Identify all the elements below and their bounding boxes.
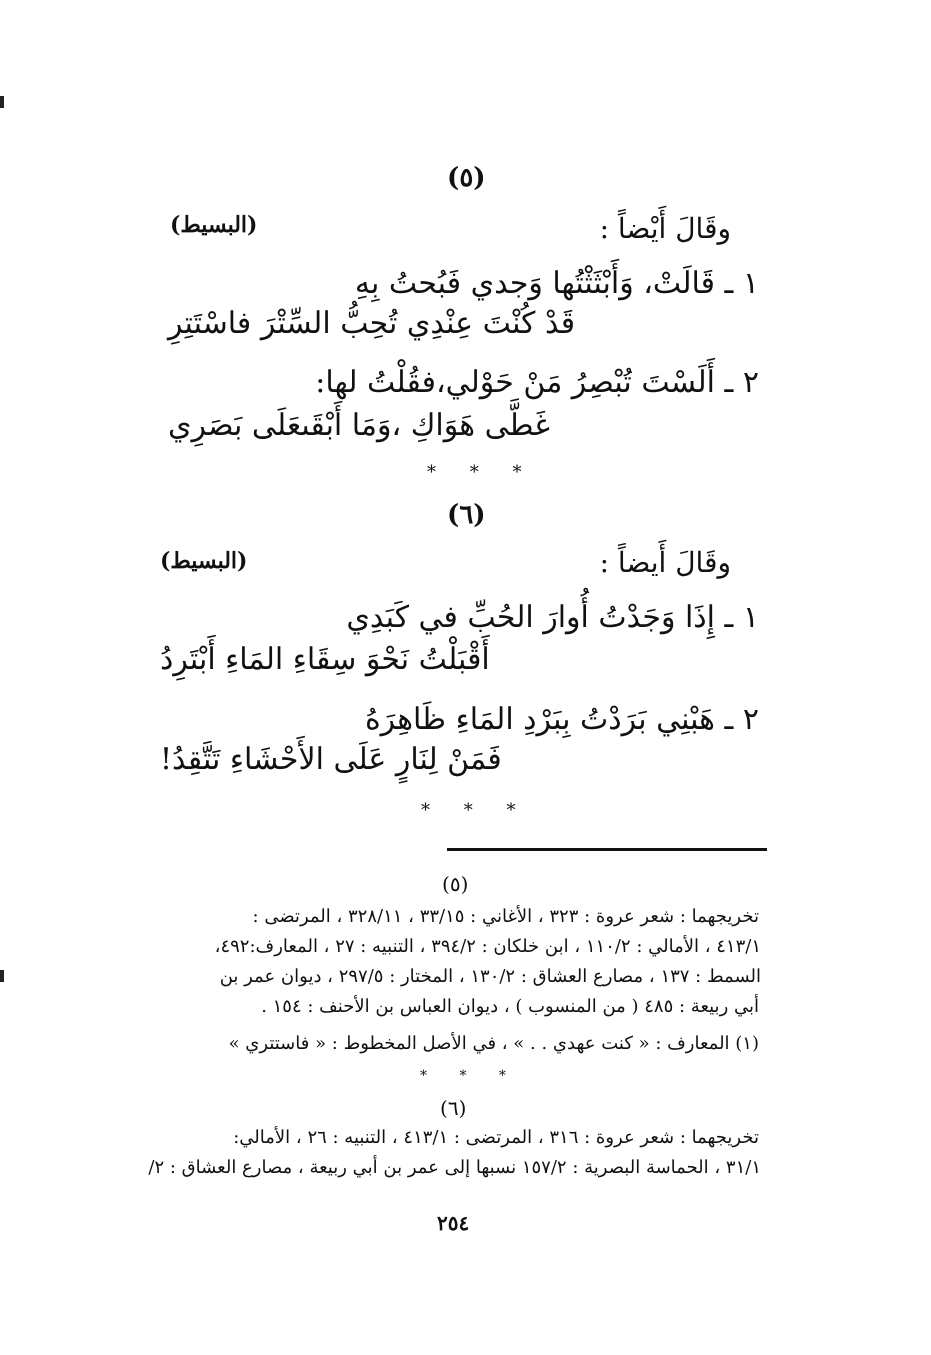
footnote-line: أبي ربيعة : ٤٨٥ ( من المنسوب ) ، ديوان العباس بن الأحنف : ١٥٤ . — [261, 996, 759, 1017]
verse-line: ٢ ـ هَبْنِي بَرَدْتُ بِبَرْدِ المَاءِ ظَاهِرَهُ — [364, 702, 759, 737]
verse-line: غَطَّى هَوَاكِ ،وَمَا أَبْقَىعَلَى بَصَرِي — [168, 408, 550, 443]
poem-number: (٦) — [447, 500, 486, 530]
verse-line: قَدْ كُنْتَ عِنْدِي تُحِبُّ السِّتْرَ فاسْتَتِرِ — [168, 306, 576, 341]
footnote-number: (٦) — [440, 1096, 467, 1120]
footnote-number: (٥) — [442, 872, 469, 896]
poem-number: (٥) — [447, 163, 486, 193]
footnote-line: تخريجهما : شعر عروة : ٣١٦ ، المرتضى : ٤١٣/١ ، التنبيه : ٢٦ ، الأمالي: — [233, 1127, 759, 1148]
footnote-line: ٤١٣/١ ، الأمالي : ١١٠/٢ ، ابن خلكان : ٣٩٤/٢ ، التنبيه : ٢٧ ، المعارف:٤٩٢، — [214, 936, 761, 957]
footnote-note: (١) المعارف : « كنت عهدي . . » ، في الأصل المخطوط : « فاستتري » — [228, 1033, 759, 1054]
footnote-line: السمط : ١٣٧ ، مصارع العشاق : ١٣٠/٢ ، المختار : ٢٩٧/٥ ، ديوان عمر بن — [219, 966, 761, 987]
verse-line: ١ ـ قَالَتْ، وَأَبْثَثْتُها وَجدي فَبُحتُ بِهِ — [354, 266, 759, 301]
footnote-separator — [447, 848, 767, 851]
verse-line: ١ ـ إِذَا وَجَدْتُ أُوارَ الحُبِّ في كَبَدِي — [346, 600, 759, 635]
verse-line: فَمَنْ لِنَارٍ عَلَى الأَحْشَاءِ تَتَّقِدُ! — [160, 742, 502, 777]
verse-line: أَقْبَلْتُ نَحْوَ سِقَاءِ المَاءِ أَبْتَرِدُ — [160, 642, 490, 677]
poem-meter: (البسيط) — [160, 548, 248, 574]
poem-intro: وقَالَ أَيضاً : — [599, 546, 731, 579]
verse-line: ٢ ـ أَلَسْتَ تُبْصِرُ مَنْ حَوْلي،فقُلْتُ لها: — [315, 365, 759, 400]
section-stars: * * * — [427, 462, 536, 483]
section-stars: * * * — [421, 800, 530, 821]
scan-mark — [0, 96, 4, 108]
page-number: ٢٥٤ — [437, 1211, 470, 1235]
scan-mark — [0, 970, 4, 982]
poem-intro: وقَالَ أَيْضاً : — [599, 212, 731, 245]
footnote-line: تخريجهما : شعر عروة : ٣٢٣ ، الأغاني : ٣٣/١٥ ، ٣٢٨/١١ ، المرتضى : — [252, 906, 759, 927]
footnote-stars: * * * — [420, 1068, 520, 1084]
footnote-line: ٣١/١ ، الحماسة البصرية : ١٥٧/٢ نسبها إلى عمر بن أبي ربيعة ، مصارع العشاق : ٢/ — [148, 1157, 761, 1178]
poem-meter: (البسيط) — [170, 212, 258, 238]
